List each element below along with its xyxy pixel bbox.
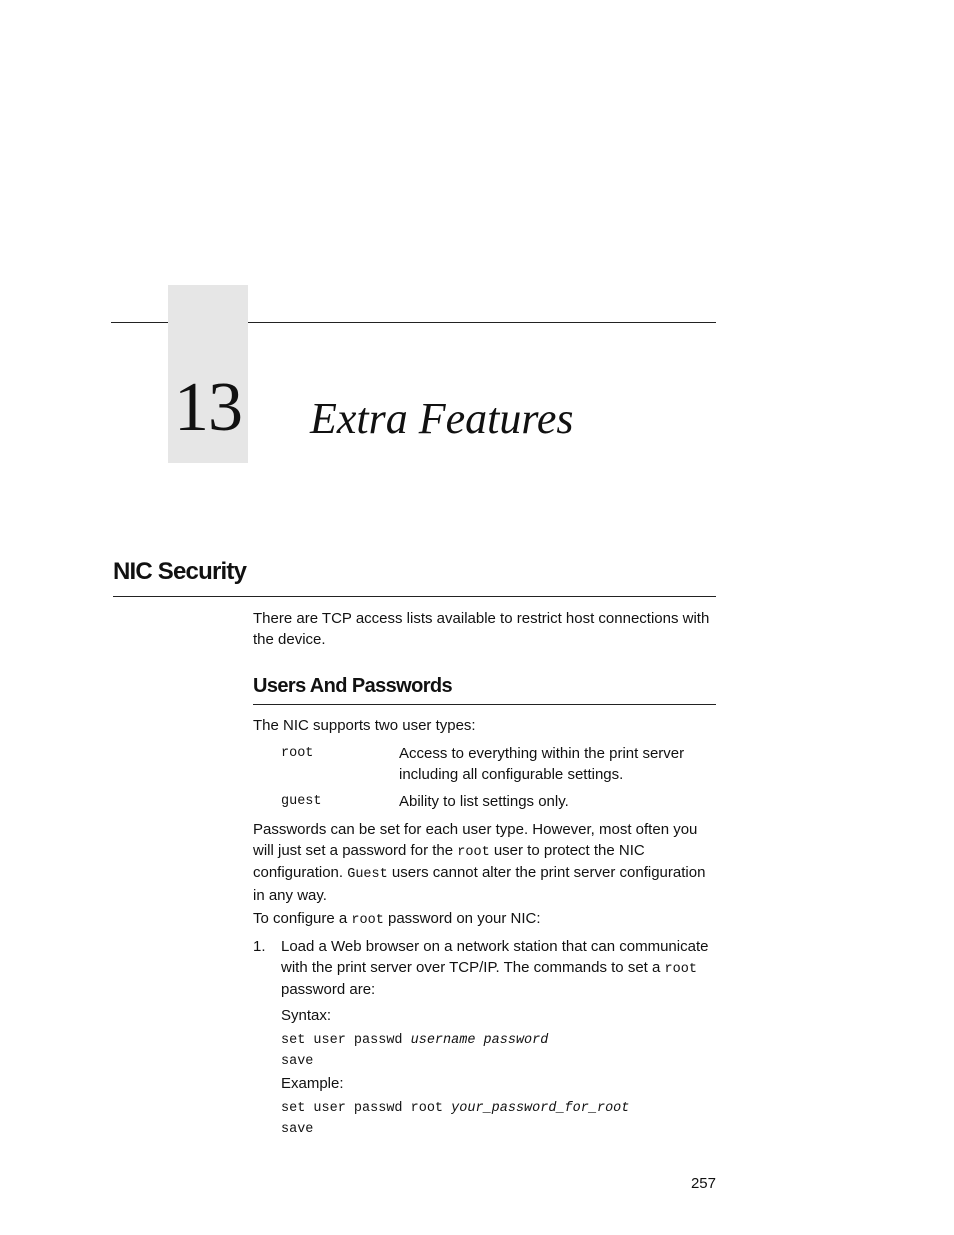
section-heading: NIC Security [113,558,247,585]
passwords-code-guest: Guest [347,867,388,882]
syntax-code-italic: username password [410,1033,549,1048]
user-type-description: Access to everything within the print server including all configurable settings. [399,745,685,783]
section-rule [113,596,716,597]
user-type-term: guest [281,794,322,809]
page-number: 257 [690,1175,716,1192]
user-types-lead: The NIC supports two user types: [253,717,476,734]
passwords-text: users cannot alter the print server configuration in any way. [253,864,706,904]
passwords-paragraph [253,820,718,906]
example-code-line: save [281,1122,314,1137]
example-code-italic: your_password_for_root [451,1101,630,1116]
syntax-code-plain: set user passwd [281,1033,411,1048]
chapter-rule-left [111,322,168,323]
step-text [281,937,721,1001]
example-code-line [281,1099,629,1120]
subsection-rule [253,704,716,705]
passwords-text: user to protect the NIC configuration. [253,841,645,881]
example-code-plain: set user passwd root [281,1101,452,1116]
configure-text: password on your NIC: [383,910,541,927]
configure-paragraph [253,909,718,932]
chapter-rule-right [248,322,716,323]
passwords-text: Passwords can be set for each user type. However, most often you will just set a password for the [253,821,698,859]
configure-text: To configure a [253,910,352,927]
section-intro: There are TCP access lists available to restrict host connections with the device. [253,610,710,648]
subsection-heading: Users And Passwords [253,675,453,697]
configure-code-root: root [351,913,384,928]
user-type-description: Ability to list settings only. [399,793,569,810]
syntax-label: Syntax: [281,1007,332,1024]
step-code-root: root [664,961,697,977]
example-label: Example: [281,1075,344,1092]
passwords-code-root: root [457,844,490,860]
syntax-code-line [281,1031,548,1052]
chapter-number: 13 [174,369,242,446]
step-number: 1. [253,938,266,955]
step-text-part: password are: [281,981,376,998]
step-text-part: Load a Web browser on a network station that can communicate with the print server over TCP/IP. The commands to set a [281,938,709,976]
user-type-term: root [281,746,314,761]
chapter-title: Extra Features [310,394,574,443]
syntax-code-line: save [281,1054,314,1069]
